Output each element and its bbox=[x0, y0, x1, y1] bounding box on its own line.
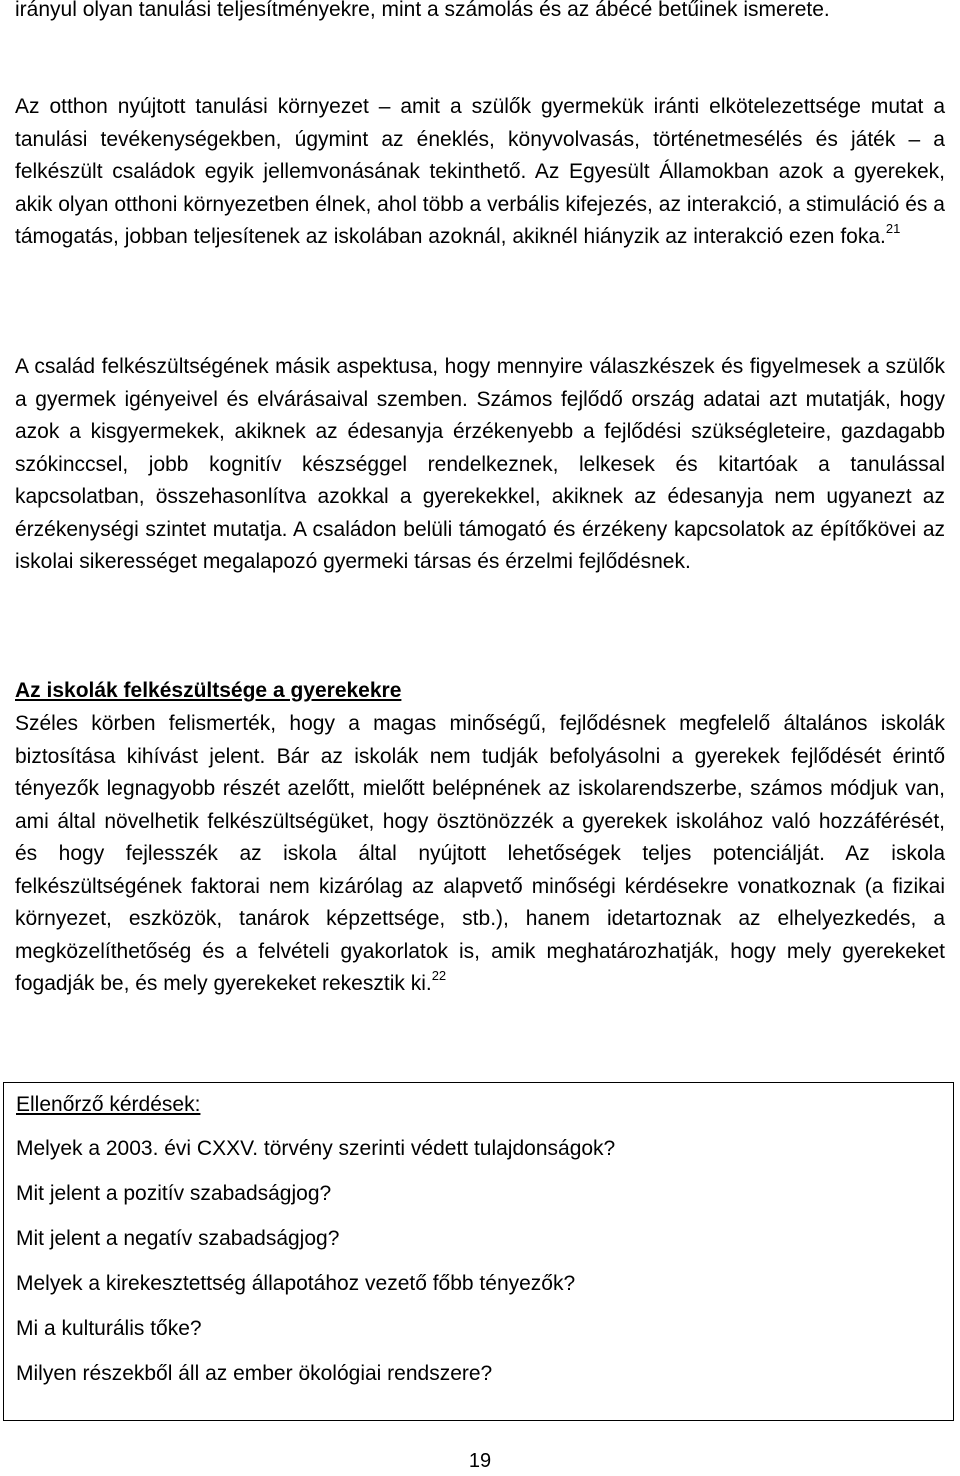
page-number: 19 bbox=[468, 1450, 492, 1472]
paragraph-1: irányul olyan tanulási teljesítményekre, mint a számolás és az ábécé betűinek ismerete. bbox=[15, 0, 830, 21]
footnote-ref-22[interactable]: 22 bbox=[431, 968, 447, 983]
question-item: Mit jelent a pozitív szabadságjog? bbox=[16, 1182, 332, 1205]
paragraph-2 bbox=[15, 91, 945, 254]
question-item: Melyek a kirekesztettség állapotához vezető főbb tényezők? bbox=[16, 1272, 576, 1295]
paragraph-3: A család felkészültségének másik aspektusa, hogy mennyire válaszkészek és figyelmesek a szülők a gyermek igényeivel és elvárásaival szemben. Számos fejlődő ország adatai azt mutatják, hogy azok a kisgyermekek, akiknek az édesanyja érzékenyebb a fejlődési szükségleteire, gazdagabb szókinccsel, jobb kognitív készséggel rendelkeznek, lelkesek és kitartóak a tanulással kapcsolatban, összehasonlítva azokkal a gyerekekkel, akiknek az édesanyja nem ugyanezt az érzékenységi szintet mutatja. A családon belüli támogató és érzékeny kapcsolatok az építőkövei az iskolai sikerességet megalapozó gyermeki társas és érzelmi fejlődésnek. bbox=[15, 355, 945, 573]
question-item: Melyek a 2003. évi CXXV. törvény szerinti védett tulajdonságok? bbox=[16, 1137, 616, 1160]
paragraph-4 bbox=[15, 708, 945, 1001]
question-item: Mi a kulturális tőke? bbox=[16, 1317, 202, 1340]
paragraph-4-text: Széles körben felismerték, hogy a magas minőségű, fejlődésnek megfelelő általános iskolák biztosítása kihívást jelent. Bár az iskolák nem tudják befolyásolni a gyerekek fejlődését érintő tényezők legnagyobb részét azelőtt, mielőtt belépnének az iskolarendszerbe, számos módjuk van, ami által növelhetik felkészültségüket, hogy ösztönözzék a gyerekek iskolához való hozzáférését, és hogy fejlesszék az iskola által nyújtott lehetőségek teljes potenciálját. Az iskola felkészültségének faktorai nem kizárólag az alapvető minőségi kérdésekre vonatkoznak (a fizikai környezet, eszközök, tanárok képzettsége, stb.), hanem idetartoznak az elhelyezkedés, a megközelíthetőség és a felvételi gyakorlatok is, amik meghatározhatják, hogy mely gyerekeket fogadják be, és mely gyerekeket rekesztik ki. bbox=[15, 712, 945, 995]
review-questions-box bbox=[3, 1082, 954, 1421]
paragraph-2-text: Az otthon nyújtott tanulási környezet – amit a szülők gyermekük iránti elkötelezettsége mutat a tanulási tevékenységekben, úgymint az éneklés, könyvolvasás, történetmesélés és játék – a felkészült családok egyik jellemvonásának tekinthető. Az Egyesült Államokban azok a gyerekek, akik olyan otthoni környezetben élnek, ahol több a verbális kifejezés, az interakció, a stimuláció és a támogatás, jobban teljesítenek az iskolában azoknál, akiknél hiányzik az interakció ezen foka. bbox=[15, 95, 945, 248]
question-item: Milyen részekből áll az ember ökológiai rendszere? bbox=[16, 1362, 493, 1385]
question-item: Mit jelent a negatív szabadságjog? bbox=[16, 1227, 340, 1250]
footnote-ref-21[interactable]: 21 bbox=[885, 221, 901, 236]
review-questions-title: Ellenőrző kérdések: bbox=[16, 1093, 201, 1116]
section-heading: Az iskolák felkészültsége a gyerekekre bbox=[15, 679, 402, 702]
